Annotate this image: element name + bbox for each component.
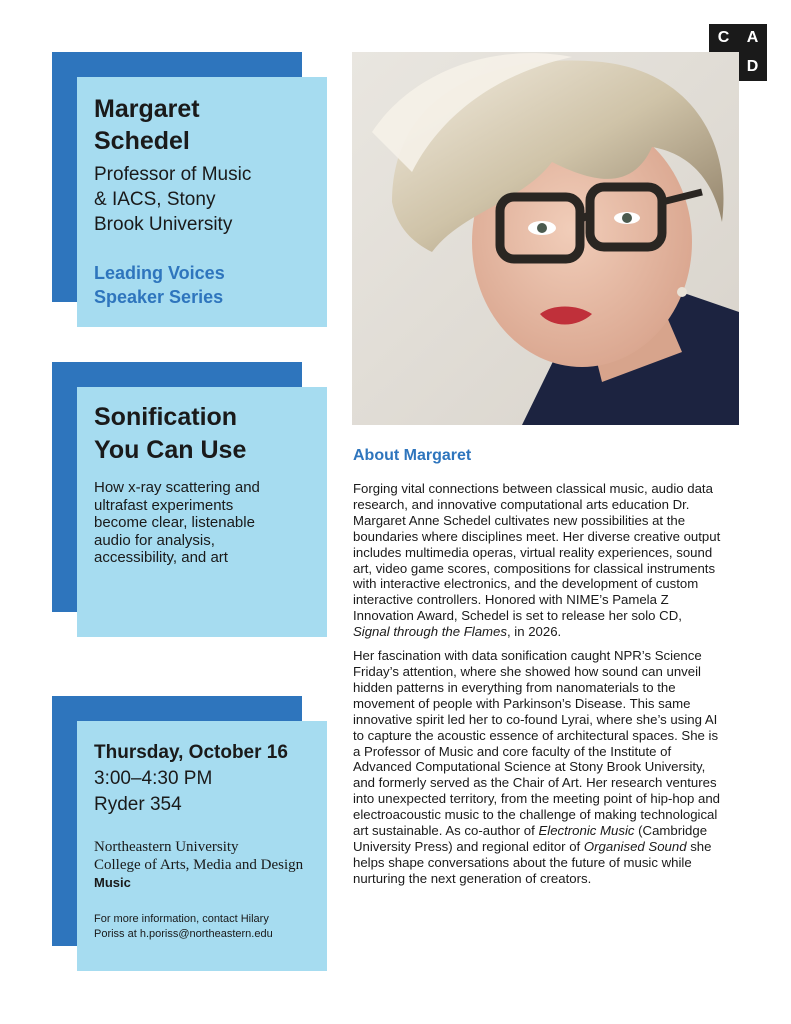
event-card — [77, 721, 327, 971]
speaker-portrait-photo — [352, 52, 739, 425]
talk-desc-line: accessibility, and art — [94, 549, 228, 566]
cd-title: Signal through the Flames — [353, 624, 507, 640]
talk-title-line1: Sonification — [94, 403, 238, 431]
about-heading: About Margaret — [353, 447, 472, 464]
logo-letter-a: A — [746, 29, 759, 47]
talk-desc-line: How x-ray scattering and — [94, 479, 260, 496]
talk-title-line2: You Can Use — [94, 436, 247, 464]
university-name: Northeastern University — [94, 839, 239, 855]
speaker-role-line3: Brook University — [94, 214, 233, 235]
speaker-name-line1: Margaret — [94, 95, 200, 123]
about-paragraph-1 — [353, 481, 721, 640]
about-p1-text: Forging vital connections between classical music, audio data research, and innovative computational arts education Dr. Margaret Anne Schedel cultivates new possibilities at the boundaries where disciplines meet. Her diverse creative output includes multimedia operas, virtual reality experiences, sound art, video game scores, compositions for classical instruments with interactive electronics, and the development of custom interactive controllers. Honored with NIME’s Pamela Z Innovation Award, Schedel is set to release her solo CD, — [353, 481, 721, 624]
contact-line2: Poriss at h.poriss@northeastern.edu — [94, 928, 273, 940]
speaker-card — [77, 77, 327, 327]
event-date: Thursday, October 16 — [94, 742, 288, 763]
about-p1-end: , in 2026. — [506, 624, 562, 640]
book-title: Electronic Music — [538, 823, 635, 839]
talk-card — [77, 387, 327, 637]
speaker-series — [94, 261, 317, 309]
speaker-role-line2: & IACS, Stony — [94, 189, 216, 210]
speaker-role — [94, 162, 317, 237]
talk-description — [94, 479, 313, 567]
talk-desc-line: become clear, listenable — [94, 514, 255, 531]
event-room: Ryder 354 — [94, 794, 182, 815]
about-section — [353, 446, 721, 887]
talk-desc-line: audio for analysis, — [94, 531, 215, 549]
department-name: Music — [94, 875, 131, 890]
logo-letter-d: D — [746, 57, 759, 75]
college-name: College of Arts, Media and Design — [94, 857, 304, 873]
event-time: 3:00–4:30 PM — [94, 768, 213, 789]
about-p2-end: she helps shape conversations about the future of music while nurturing the next generation of creators. — [353, 838, 712, 886]
speaker-name-line2: Schedel — [94, 127, 190, 155]
about-paragraph-2 — [353, 648, 721, 887]
journal-title: Organised Sound — [583, 838, 687, 854]
speaker-role-line1: Professor of Music — [94, 164, 252, 185]
about-p2-text: Her fascination with data sonification caught NPR’s Science Friday’s attention, where she showed how sound can unveil hidden patterns in everything from nanomaterials to the movement of people with Parkinson’s Disease. This same innovative spirit led her to co-found Lyrai, where she’s using AI to capture the acoustic essence of architectural spaces. She is a Professor of Music and core faculty of the Institute of Advanced Computational Science at Stony Brook University, and formerly served as the Chair of Art. Her research ventures into unexpected territory, from the meeting point of hip-hop and electroacoustic music to the challenge of making technological art sustainable. As co-author of — [353, 648, 721, 839]
talk-desc-line: ultrafast experiments — [94, 496, 234, 514]
series-line1: Leading Voices — [94, 263, 225, 283]
logo-letter-c: C — [717, 29, 730, 47]
series-line2: Speaker Series — [94, 287, 224, 307]
contact-info — [94, 912, 317, 942]
about-p2-middle: (Cambridge University Press) and regional editor of — [353, 823, 708, 854]
contact-line1: For more information, contact Hilary — [94, 913, 269, 925]
